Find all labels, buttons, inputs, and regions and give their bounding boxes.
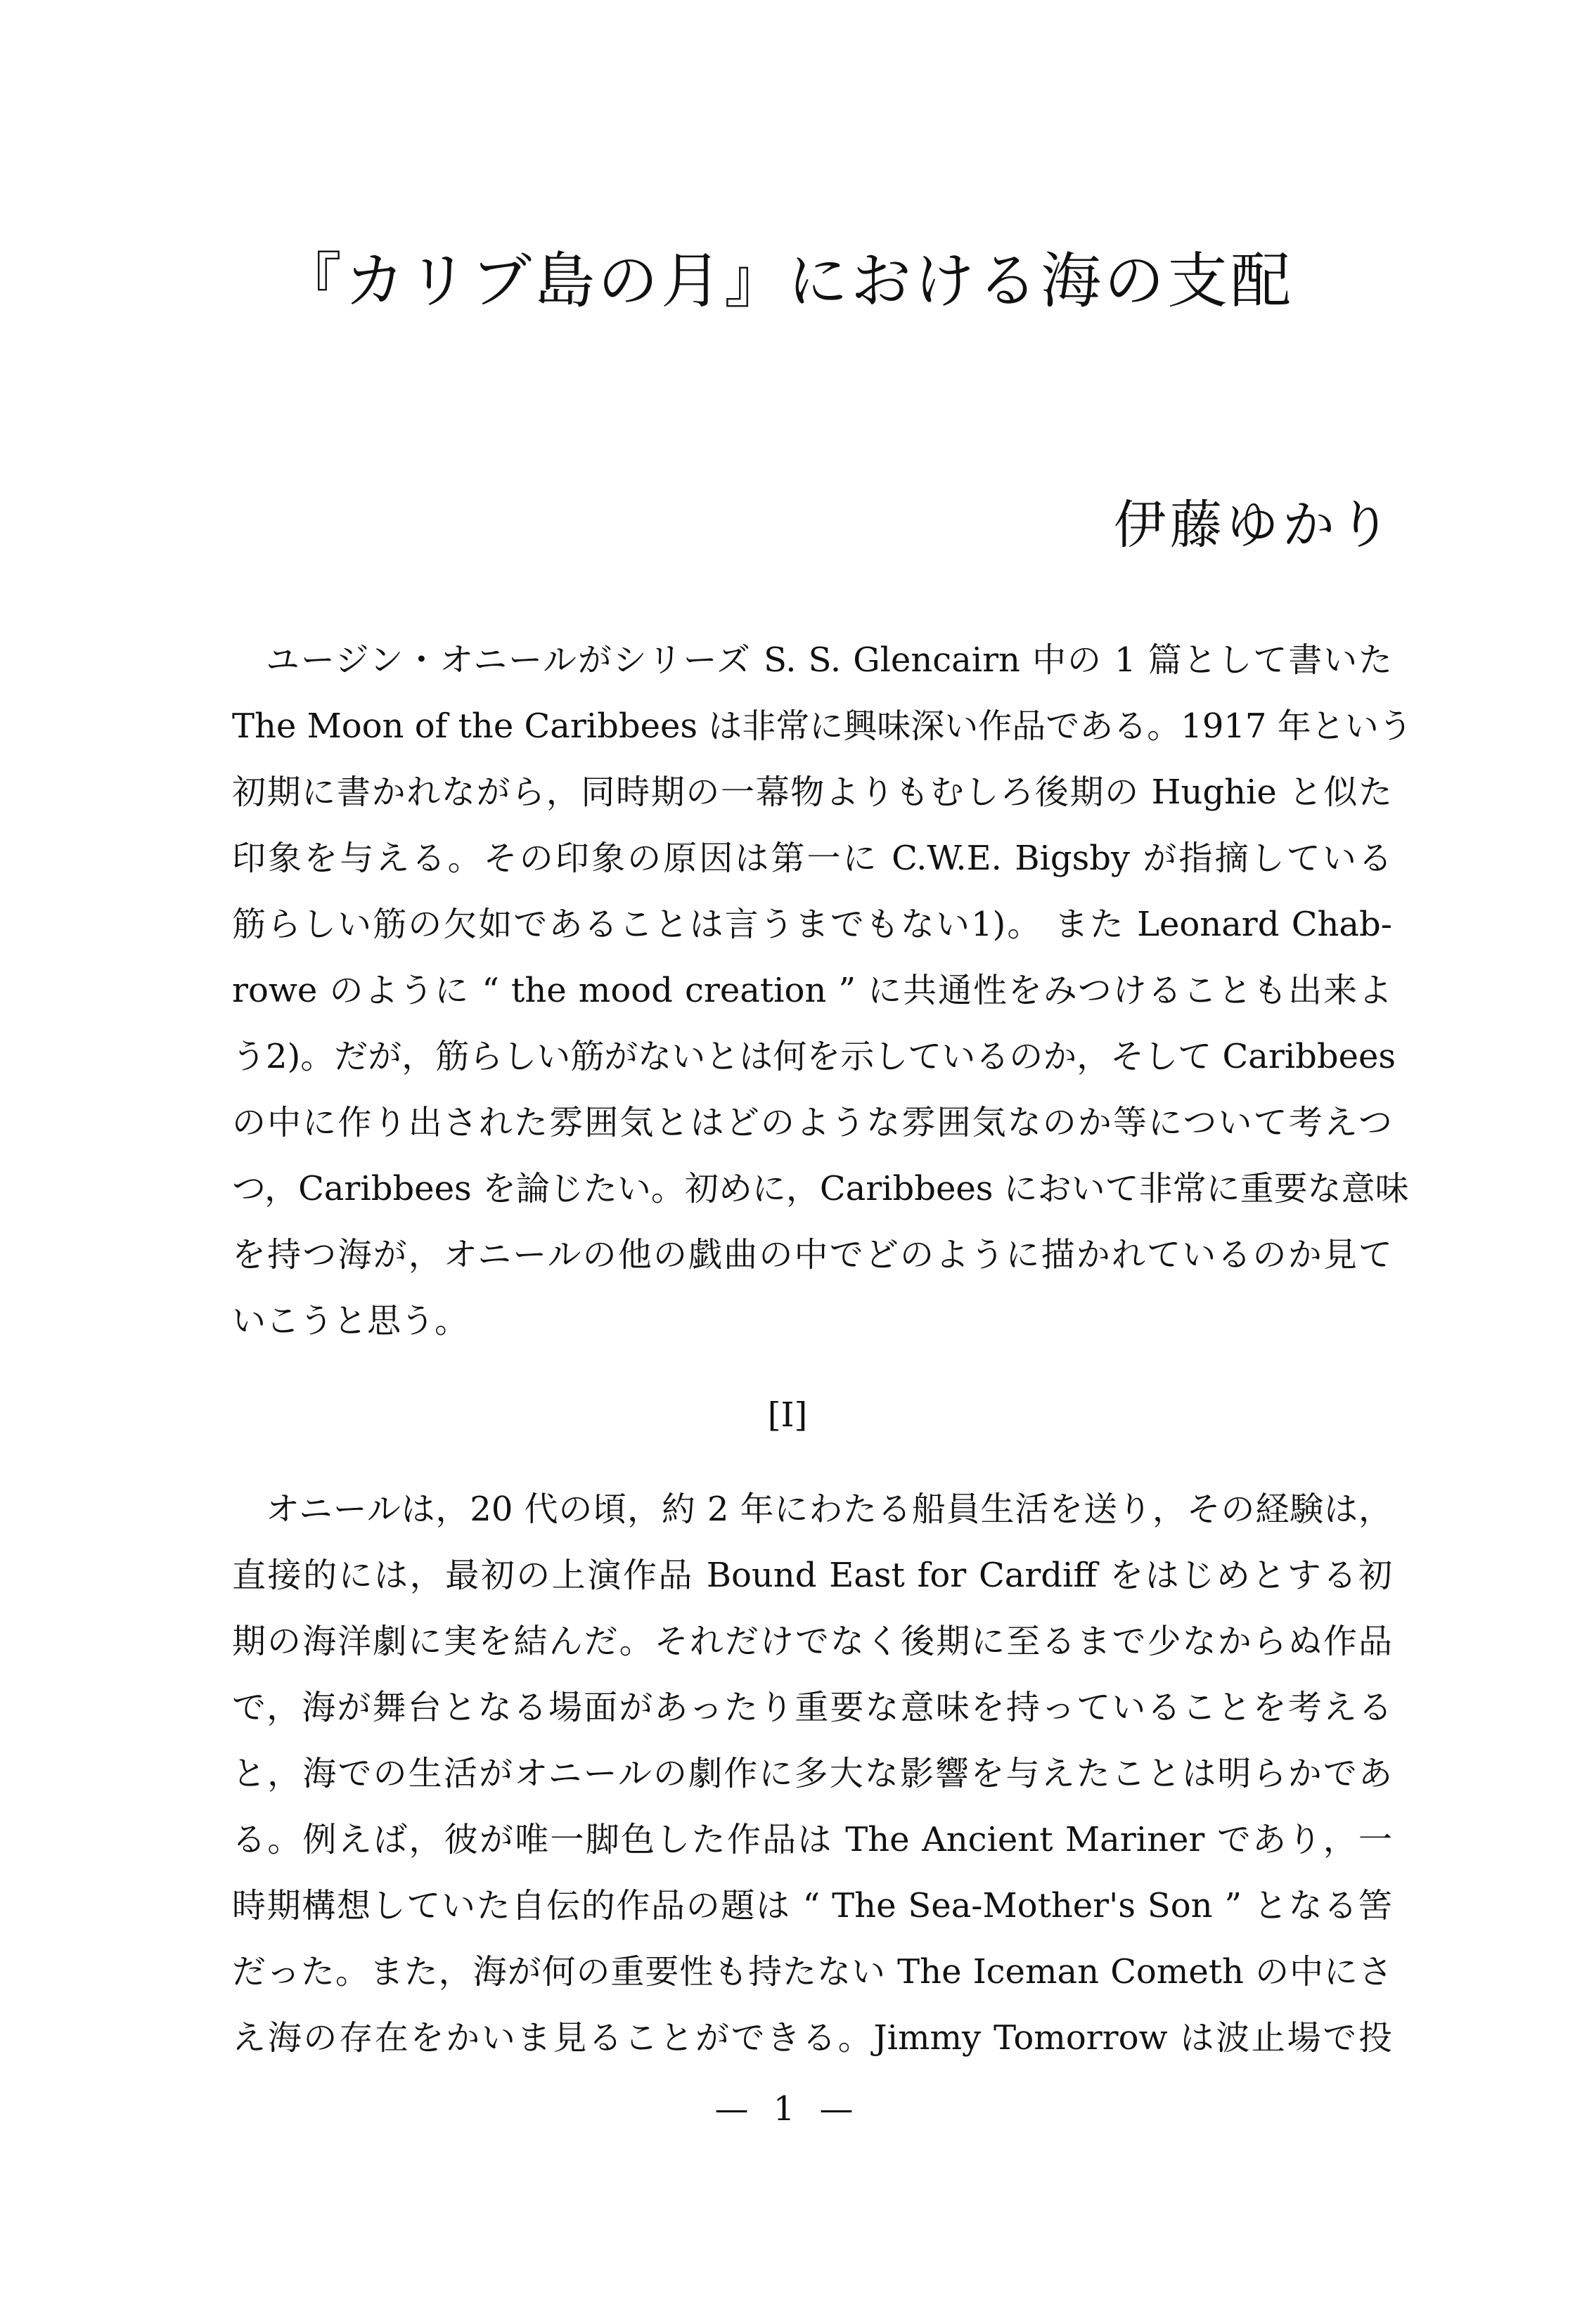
text-line: だった。また，海が何の重要性も持たない The Iceman Cometh の中にさ xyxy=(232,1952,1392,1991)
text-line: rowe のように “ the mood creation ” に共通性をみつけることも出来よ xyxy=(232,971,1392,1010)
text-line: 筋らしい筋の欠如であることは言うまでもない1)。 また Leonard Chab- xyxy=(232,905,1392,944)
text-line: 期の海洋劇に実を結んだ。それだけでなく後期に至るまで少なからぬ作品 xyxy=(232,1622,1392,1661)
text-line: で，海が舞台となる場面があったり重要な意味を持っていることを考える xyxy=(232,1688,1392,1727)
page-number: — 1 — xyxy=(714,2089,861,2129)
text-line: を持つ海が，オニールの他の戯曲の中でどのように描かれているのか見て xyxy=(232,1235,1392,1274)
paragraph-intro xyxy=(232,627,1413,1354)
paragraph-section-1 xyxy=(232,1476,1392,2071)
article-title: 『カリブ島の月』における海の支配 xyxy=(281,246,1294,316)
text-line: オニールは，20 代の頃，約 2 年にわたる船員生活を送り，その経験は， xyxy=(266,1490,1392,1529)
section-heading: [I] xyxy=(767,1395,808,1435)
text-line: いこうと思う。 xyxy=(232,1301,469,1341)
text-line: の中に作り出された雰囲気とはどのような雰囲気なのか等について考えつ xyxy=(232,1103,1392,1142)
text-line: 初期に書かれながら，同時期の一幕物よりもむしろ後期の Hughie と似た xyxy=(232,773,1392,812)
text-line: う2)。だが，筋らしい筋がないとは何を示しているのか，そして Caribbees xyxy=(232,1037,1396,1076)
text-line: る。例えば，彼が唯一脚色した作品は The Ancient Mariner であり，一 xyxy=(232,1820,1392,1859)
text-line: The Moon of the Caribbees は非常に興味深い作品である。1917 年という xyxy=(232,706,1413,746)
text-line: 直接的には，最初の上演作品 Bound East for Cardiff をはじめとする初 xyxy=(232,1556,1392,1595)
text-line: と，海での生活がオニールの劇作に多大な影響を与えたことは明らかであ xyxy=(232,1754,1392,1793)
text-line: 時期構想していた自伝的作品の題は “ The Sea-Mother's Son ” となる筈 xyxy=(232,1886,1392,1925)
author-name: 伊藤ゆかり xyxy=(1114,495,1395,555)
text-line: 印象を与える。その印象の原因は第一に C.W.E. Bigsby が指摘している xyxy=(232,839,1392,878)
text-line: ユージン・オニールがシリーズ S. S. Glencairn 中の 1 篇として書いた xyxy=(266,640,1392,680)
text-line: え海の存在をかいま見ることができる。Jimmy Tomorrow は波止場で投 xyxy=(232,2018,1392,2058)
text-line: つ，Caribbees を論じたい。初めに，Caribbees において非常に重要な意味 xyxy=(232,1169,1409,1208)
